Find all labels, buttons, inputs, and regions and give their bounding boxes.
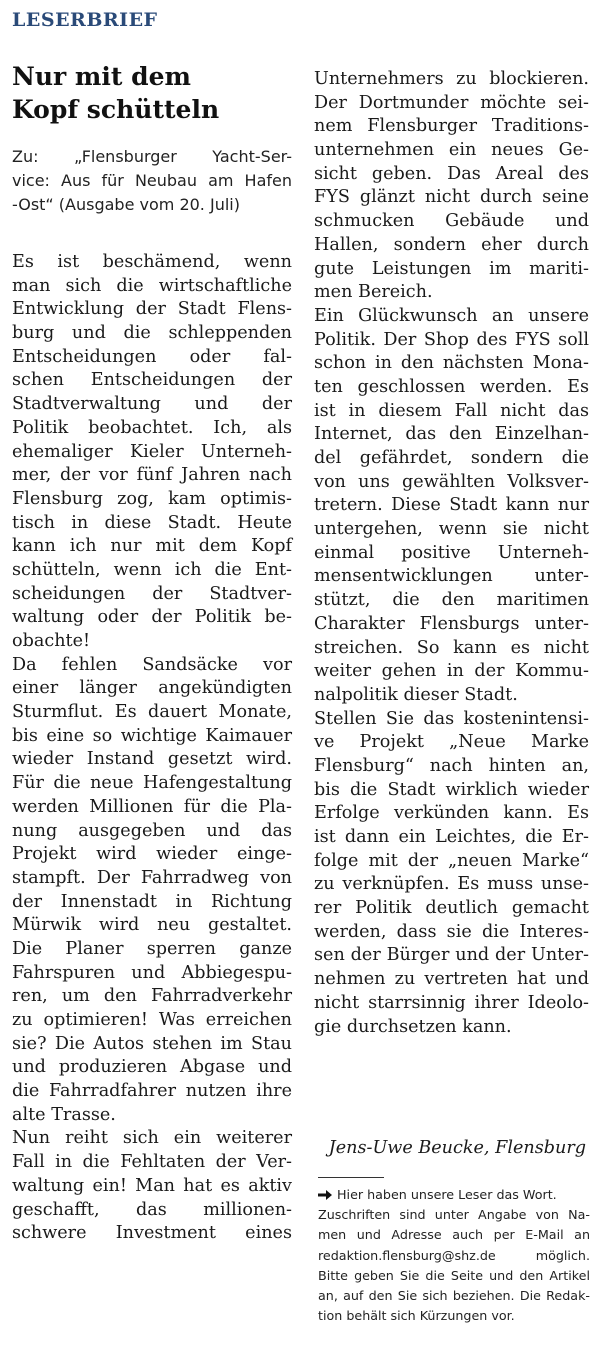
body-line: zu optimieren! Was erreichen [12, 1010, 292, 1030]
body-line: Flensburg zog, kam optimis- [12, 488, 292, 509]
body-line: Charakter Flensburgs unter- [314, 613, 589, 634]
body-line: Flensburg“ nach hinten an, [314, 755, 589, 776]
body-line: die Fahrradfahrer nutzen ihre [12, 1081, 292, 1102]
note-line: tion behält sich Kürzungen vor. [318, 1308, 515, 1324]
separator-rule [318, 1177, 384, 1178]
note-line: Zuschriften sind unter Angabe von Na- [318, 1207, 590, 1223]
letter-signature: Jens-Uwe Beucke, Flensburg [328, 1138, 586, 1158]
body-line: stützt, die den maritimen [314, 590, 589, 611]
body-line: sen der Bürger und der Unter- [314, 945, 589, 966]
body-line: Entscheidungen oder fal- [12, 346, 292, 367]
body-line: stampft. Der Fahrradweg von [12, 867, 292, 888]
body-line: kann ich nur mit dem Kopf [12, 536, 292, 557]
body-line: von uns gewählten Volksver- [314, 471, 589, 492]
body-line: ist in diesem Fall nicht das [314, 400, 589, 421]
arrow-right-icon [318, 1190, 332, 1200]
body-line: alte Trasse. [12, 1104, 116, 1125]
body-line: der Innenstadt in Richtung [12, 891, 292, 912]
body-line: FYS glänzt nicht durch seine [314, 187, 589, 208]
body-line: schütteln, wenn ich die Ent- [12, 559, 292, 580]
note-line: an, auf den Sie sich beziehen. Die Redak- [318, 1288, 590, 1304]
reference-line: Zu: „Flensburger Yacht-Ser- [12, 147, 292, 166]
reference-line: -Ost“ (Ausgabe vom 20. Juli) [12, 195, 240, 214]
body-line: gie durchsetzen kann. [314, 1016, 512, 1037]
body-line: Die Planer sperren ganze [12, 938, 292, 959]
body-line: ren, um den Fahrradverkehr [12, 986, 292, 1007]
body-line: bis die Stadt wirklich wieder [314, 779, 589, 800]
headline-line: Nur mit dem [12, 62, 191, 91]
body-line: einer länger angekündigten [12, 678, 292, 699]
body-line: werden, dass sie die Interes- [314, 921, 589, 942]
body-line: ist dann ein Leichtes, die Er- [314, 827, 589, 847]
headline-line: Kopf schütteln [12, 95, 220, 124]
body-line: Unternehmers zu blockieren. [314, 69, 589, 89]
body-line: Politik beobachtet. Ich, als [12, 417, 292, 438]
body-line: men Bereich. [314, 282, 433, 303]
body-line: Hallen, sondern eher durch [314, 234, 589, 255]
body-line: Ein Glückwunsch an unsere [314, 305, 589, 326]
body-line: Der Dortmunder möchte sei- [314, 92, 589, 113]
section-label: LESERBRIEF [12, 9, 158, 31]
note-line: men und Adresse auch per E-Mail an [318, 1227, 590, 1243]
body-line: weiter gehen in der Kommu- [314, 661, 589, 682]
body-line: waltung oder der Politik be- [12, 607, 292, 628]
body-line: Sturmflut. Es dauert Monate, [12, 702, 292, 723]
body-line: obachte! [12, 631, 91, 651]
body-line: Mürwik wird neu gestaltet. [12, 915, 292, 936]
body-line: Entwicklung der Stadt Flens- [12, 299, 292, 320]
body-line: folge mit der „neuen Marke“ [314, 850, 589, 871]
body-line: Fahrspuren und Abbiegespu- [12, 962, 292, 983]
body-line: gute Leistungen im mariti- [314, 258, 589, 279]
body-line: del gefährdet, sondern die [314, 448, 589, 468]
body-line: ehemaliger Kieler Unterneh- [12, 441, 292, 462]
body-line: mensentwicklungen unter- [314, 566, 589, 587]
body-line: burg und die schleppenden [12, 323, 292, 344]
body-line: Nun reiht sich ein weiterer [12, 1128, 292, 1149]
note-line: redaktion.flensburg@shz.de möglich. [318, 1247, 590, 1263]
body-line: Internet, das den Einzelhan- [314, 424, 589, 445]
article-headline [12, 60, 292, 126]
body-line: Für die neue Hafengestaltung [12, 773, 292, 794]
note-line: Hier haben unsere Leser das Wort. [318, 1185, 590, 1205]
body-line: tretern. Diese Stadt kann nur [314, 495, 589, 516]
reference-line: vice: Aus für Neubau am Hafen [12, 171, 292, 190]
body-line: Stadtverwaltung und der [12, 394, 292, 415]
letter-body-right-column [314, 68, 589, 1039]
body-line: und produzieren Abgase und [12, 1057, 292, 1078]
body-line: Stellen Sie das kostenintensi- [314, 708, 589, 729]
reference-note [12, 145, 292, 217]
body-line: nalpolitik dieser Stadt. [314, 684, 518, 705]
body-line: sie? Die Autos stehen im Stau [12, 1033, 292, 1054]
editorial-note [318, 1185, 590, 1326]
body-line: werden Millionen für die Pla- [12, 796, 292, 817]
body-line: schwere Investment eines [12, 1223, 292, 1244]
body-line: ve Projekt „Neue Marke [314, 732, 589, 753]
body-line: schon in den nächsten Mona- [314, 353, 589, 374]
body-line: Erfolge verkünden kann. Es [314, 803, 589, 824]
note-line: Bitte geben Sie die Seite und den Artikel [318, 1267, 590, 1283]
letter-body-left-column [12, 251, 292, 1246]
body-line: schen Entscheidungen der [12, 370, 292, 391]
body-line: streichen. So kann es nicht [314, 637, 589, 658]
body-line: nung ausgegeben und das [12, 820, 292, 841]
body-line: bis eine so wichtige Kaimauer [12, 725, 292, 746]
body-line: ten geschlossen werden. Es [314, 376, 589, 397]
body-line: Fall in die Fehltaten der Ver- [12, 1152, 292, 1173]
body-line: einmal positive Unterneh- [314, 542, 589, 563]
body-line: rer Politik deutlich gemacht [314, 898, 589, 919]
body-line: geschafft, das millionen- [12, 1199, 292, 1220]
body-line: waltung ein! Man hat es aktiv [12, 1175, 292, 1196]
body-line: unternehmen ein neues Ge- [314, 140, 589, 161]
body-line: nem Flensburger Traditions- [314, 116, 589, 137]
body-line: zu verknüpfen. Es muss unse- [314, 874, 589, 895]
body-line: tisch in diese Stadt. Heute [12, 512, 292, 533]
body-line: Projekt wird wieder einge- [12, 844, 292, 865]
body-line: Es ist beschämend, wenn [12, 252, 292, 272]
body-line: schmucken Gebäude und [314, 211, 589, 232]
body-line: scheidungen der Stadtver- [12, 583, 292, 604]
body-line: nehmen zu vertreten hat und [314, 969, 589, 990]
body-line: untergehen, wenn sie nicht [314, 519, 589, 540]
body-line: Da fehlen Sandsäcke vor [12, 654, 292, 675]
body-line: man sich die wirtschaftliche [12, 275, 292, 296]
body-line: wieder Instand gesetzt wird. [12, 749, 292, 770]
body-line: sicht geben. Das Areal des [314, 163, 589, 184]
body-line: nicht starrsinnig ihrer Ideolo- [314, 992, 589, 1013]
body-line: mer, der vor fünf Jahren nach [12, 465, 292, 486]
body-line: Politik. Der Shop des FYS soll [314, 329, 589, 350]
